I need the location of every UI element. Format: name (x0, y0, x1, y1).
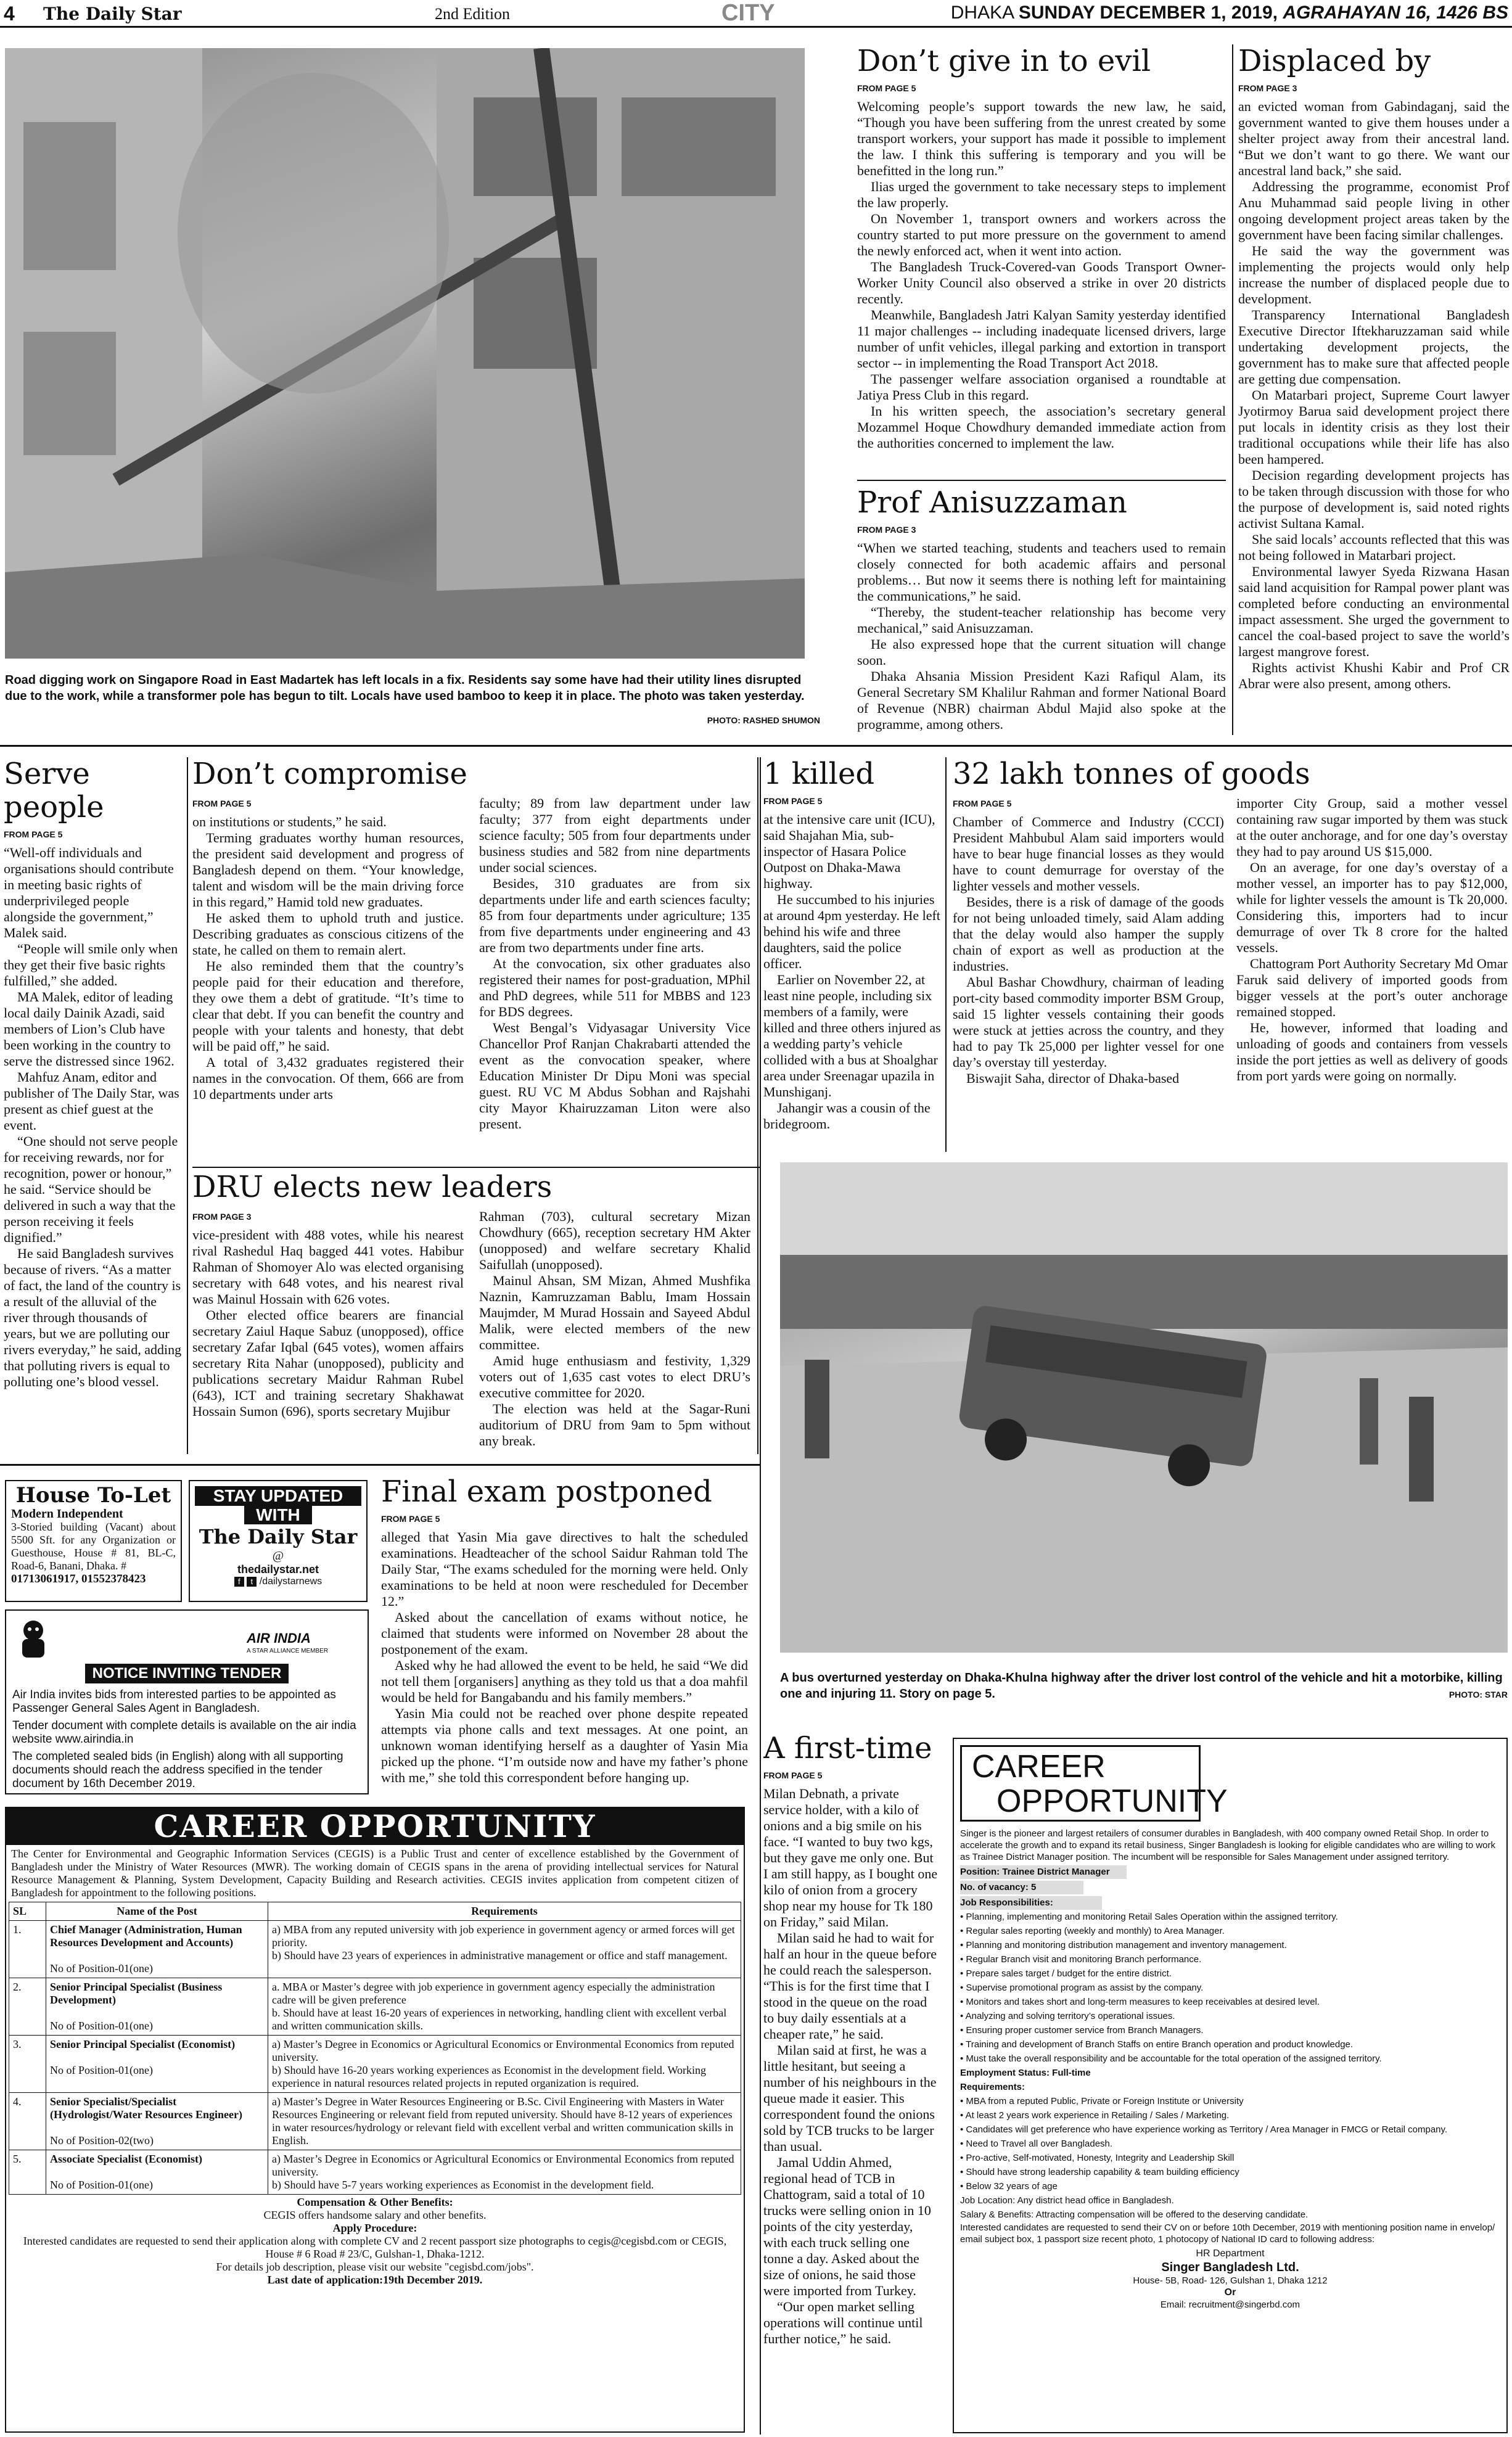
air-india-logo (12, 1614, 361, 1664)
table-header-row (9, 1902, 741, 1921)
paragraph: an evicted woman from Gabindaganj, said the government wanted to give them houses under a shelter project away from their ancestral land. “But we don’t want to go there. We want our ancestral land back,” she said. (1238, 99, 1510, 178)
column-2 (479, 1209, 750, 1460)
paragraph: Other elected office bearers are financial secretary Zaiul Haque Sabuz (unopposed), office secretary Zafar Iqbal (645 votes), women affairs secretary Rita Nahar (unopposed), publicity and publications secretary Maidur Rahman Rubel (643), ICT and training secretary Shakhawat Hossain Sumon (696), sports secretary Mujibur (192, 1307, 464, 1419)
list-item: • Prepare sales target / budget for the entire district. (960, 1966, 1500, 1981)
column-2 (479, 795, 750, 1164)
page-number: 4 (4, 2, 15, 25)
headline: 1 killed (763, 757, 875, 791)
from-page-label: FROM PAGE 3 (192, 1212, 252, 1222)
paragraph: He also expressed hope that the current situation will change soon. (857, 636, 1226, 668)
req-line: b) Should have 23 years of experiences in administrative management or office and staff management. (272, 1949, 728, 1962)
from-page-label: FROM PAGE 5 (763, 796, 823, 806)
column-2 (1236, 795, 1508, 1133)
paragraph: Rahman (703), cultural secretary Mizan Chowdhury (665), reception secretary HM Akter (unopposed) and welfare secretary Khalid Saifullah (unopposed). (479, 1209, 750, 1272)
ad-brand: The Daily Star (199, 1525, 358, 1548)
headline: Prof Anisuzzaman (857, 486, 1127, 520)
paragraph: Addressing the programme, economist Prof Anu Muhammad said people living in other ongoing development project areas taken by the government have been facing similar challenges. (1238, 179, 1510, 242)
post-count: No of Position-02(two) (50, 2134, 154, 2147)
ad-site: thedailystar.net (237, 1563, 319, 1576)
air-india-tender-ad (5, 1609, 369, 1794)
list-item: • Ensuring proper customer service from Branch Managers. (960, 2023, 1500, 2037)
list-item: • Supervise promotional program as assist by the company. (960, 1981, 1500, 1995)
cegis-career-ad (5, 1807, 745, 2433)
paragraph: Earlier on November 22, at least nine people, including six members of a family, were killed and three others injured as a wedding party’s vehicle collided with a bus at Shoalghar area under Sreenagar upazila in Munshiganj. (763, 972, 941, 1099)
paragraph: faculty; 89 from law department under law faculty; 377 from eight departments under science faculty; 505 from four departments under business studies and 582 from nine departments under social sciences. (479, 795, 750, 875)
paragraph: On an average, for one day’s overstay of a mother vessel, an importer has to pay $12,000, while for lighter vessels the amount is Tk 20,000. Considering this, importers had to incur demurrage of over Tk 8 crore for the halted vessels. (1236, 860, 1508, 955)
list-item: • MBA from a reputed Public, Private or Foreign Institute or University (960, 2094, 1500, 2108)
paragraph: Asked why he had allowed the event to be held, he said “We did not tell them [organisers] anything as they told us that a doa mahfil would be held for Bangabandu and his family members.” (381, 1658, 748, 1705)
paragraph: At the convocation, six other graduates also registered their names for post-graduation, MPhil and PhD degrees, while 511 for MBBS and 123 for BDS degrees. (479, 956, 750, 1019)
table-row (9, 2150, 741, 2195)
list-item: • Training and development of Branch Staffs on entire Branch operation and product knowledge. (960, 2037, 1500, 2052)
road-digging-photo (5, 48, 805, 659)
article-final-exam (381, 1475, 748, 1796)
resp-title: Job Responsibilities: (960, 1896, 1102, 1910)
apply-text: Interested candidates are requested to send their CV on or before 10th December, 2019 with mentioning position name in envelop/ email subject box, 1 passport size recent photo, 1 photocopy of National ID card to following address: (960, 2222, 1495, 2245)
paragraph: MA Malek, editor of leading local daily Dainik Azadi, said members of Lion’s Club have been working in the country to serve the distressed since 1962. (4, 989, 175, 1069)
headline: Final exam postponed (381, 1475, 712, 1509)
req-line: b) Should have 5-7 years working experiences as Economist in the development field. (272, 2179, 654, 2191)
ad-line2: WITH (244, 1506, 312, 1524)
photo1-caption: Road digging work on Singapore Road in East Madartek has left locals in a fix. Residents say some have had their utility lines disrupted due to the work, while a transformer pole has begun to tilt. Locals have used bamboo to keep it in place. The photo was taken yesterday. (5, 673, 805, 703)
list-item: • Must take the overall responsibility and be accountable for the total operation of the assigned territory. (960, 2052, 1500, 2066)
paragraph: “People will smile only when they get their five basic rights fulfilled,” she added. (4, 941, 178, 988)
paragraph: The election was held at the Sagar-Runi auditorium of DRU from 9am to 5pm without any break. (479, 1401, 750, 1449)
paragraph: vice-president with 488 votes, while his nearest rival Rashedul Haq bagged 441 votes. Habibur Rahman of Shomoyer Alo was elected organising secretary with 648 votes, and his nearest rival was Mainul Hossain with 626 votes. (192, 1227, 464, 1307)
paragraph: Milan said at first, he was a little hesitant, but seeing a number of his neighbours in the queue made it easier. This correspondent found the onions sold by TCB trucks to be larger than usual. (763, 2042, 937, 2154)
paragraph: Rights activist Khushi Kabir and Prof CR Abrar were also present, among others. (1238, 660, 1510, 691)
paragraph: Milan said he had to wait for half an hour in the queue before he could reach the salesperson. “This is for the first time that I stood in the queue on the road to buy daily essentials at a cheaper rate,” he said. (763, 1930, 937, 2042)
paragraph: Jamal Uddin Ahmed, regional head of TCB in Chattogram, said a total of 10 trucks were selling onion in 10 points of the city yesterday, with each truck selling one tonne a day. Asked about the size of onions, he said those were imported from Turkey. (763, 2155, 931, 2298)
post-name: Chief Manager (Administration, Human Resources Development and Accounts) (50, 1923, 242, 1949)
paragraph: Meanwhile, Bangladesh Jatri Kalyan Samity yesterday identified 11 major challenges -- including inadequate licensed drivers, large number of unfit vehicles, illegal parking and extortion in transport sector -- in implementing the Road Transport Act 2018. (857, 307, 1226, 371)
hr-dept: HR Department (1196, 2248, 1265, 2259)
list-item: • Below 32 years of age (960, 2179, 1500, 2193)
employment-status: Employment Status: Full-time (960, 2068, 1091, 2078)
paragraph: Terming graduates worthy human resources, the president said development and progress of Bangladesh depend on them. “Your knowledge, talent and wisdom will be the main driving force in this regard,” Hamid told new graduates. (192, 830, 464, 910)
list-item: • Analyzing and solving territory’s operational issues. (960, 2009, 1500, 2023)
cell-reqs (268, 2150, 741, 2195)
ad-line1: STAY UPDATED (195, 1486, 361, 1506)
post-name: Senior Specialist/Specialist (Hydrologist/Water Resources Engineer) (50, 2095, 242, 2121)
paragraph: Amid huge enthusiasm and festivity, 1,329 voters out of 1,635 cast votes to elect DRU’s executive committee for 2020. (479, 1353, 750, 1400)
ad-subtitle: Modern Independent (11, 1507, 123, 1521)
column-rule (187, 757, 188, 1454)
from-page-label: FROM PAGE 5 (192, 799, 252, 808)
paragraph: The passenger welfare association organised a roundtable at Jatiya Press Club in this regard. (857, 371, 1226, 403)
tender-p3: The completed sealed bids (in English) along with all supporting documents should reach the address specified in the tender document by 16th December 2019. (12, 1750, 343, 1790)
paragraph: Asked about the cancellation of exams without notice, he claimed that students were informed on November 28 about the postponement of the exam. (381, 1609, 748, 1657)
apply-title: Apply Procedure: (332, 2222, 417, 2234)
paragraph: Dhaka Ahsania Mission President Kazi Rafiqul Alam, its General Secretary SM Khalilur Rahman and former National Board of Revenue (NBR) chairman Abdul Majid also spoke at the programme, among others. (857, 668, 1226, 732)
paragraph: A total of 3,432 graduates registered their names in the convocation. Of them, 666 are from 10 departments under arts (192, 1054, 464, 1102)
paragraph: importer City Group, said a mother vessel containing raw sugar imported by them was stuck at the outer anchorage, and for one day’s overstay they had to pay around US $15,000. (1236, 795, 1508, 859)
apply-text: Interested candidates are requested to send their application along with complete CV and 2 recent passport size photographs to cegis@cegisbd.com or CEGIS, House # 6 Road # 23/C, Gulshan-1, Dhaka-1212. (23, 2235, 727, 2260)
headline: Don’t give in to evil (857, 44, 1151, 78)
headline: 32 lakh tonnes of goods (953, 757, 1310, 791)
req-line: a) Master’s Degree in Water Resources Engineering or B.Sc. Civil Engineering with Masters in Water Resources Engineering or relevant field from reputed university. Should have 8-12 years of experiences in water resources/hydrology or relevant field with excellent verbal and written communication skills in English. (272, 2095, 734, 2147)
social-handle: /dailystarnews (259, 1576, 323, 1587)
col-post: Name of the Post (46, 1902, 268, 1921)
edition-label: 2nd Edition (435, 5, 511, 23)
ad-body: 3-Storied building (Vacant) about 5500 Sft. for any Organization or Guesthouse, House # 81, BL-C, Road-6, Banani, Dhaka. # (11, 1521, 176, 1572)
paragraph: Decision regarding development projects has to be taken through discussion with those for who the purpose of development is, said noted rights activist Sultana Kamal. (1238, 467, 1510, 531)
company-name: Singer Bangladesh Ltd. (1161, 2261, 1299, 2274)
masthead-rule (0, 26, 1512, 28)
paragraph: “When we started teaching, students and teachers used to remain closely connected for both academic affairs and personal problems… But now it seems there is nothing left for maintaining the communications,” he said. (857, 540, 1226, 604)
headline: DRU elects new leaders (192, 1170, 553, 1204)
list-item: • Should have strong leadership capability & team building efficiency (960, 2165, 1500, 2179)
paragraph: Mahfuz Anam, editor and publisher of The Daily Star, was present as chief guest at the event. (4, 1069, 179, 1133)
paragraph: Yasin Mia could not be reached over phone despite repeated attempts via phone calls and text messages. At one point, an unknown woman identifying herself as a daughter of Yasin Mia picked up the phone. “I’m outside now and have my father’s phone with me,” she told this correspondent before hanging up. (381, 1706, 748, 1785)
paragraph: He said Bangladesh survives because of rivers. “As a matter of fact, the land of the country is a result of the alluvial of the river through thousands of years, but we are polluting our rivers everyday,” he said, adding that polluting rivers is equal to polluting one’s blood vessel. (4, 1246, 182, 1389)
horizontal-rule (0, 745, 1512, 747)
from-page-label: FROM PAGE 3 (1238, 83, 1297, 93)
cell-post (46, 1921, 268, 1978)
ad-social (195, 1576, 361, 1587)
positions-table (9, 1902, 741, 2195)
cell-sl: 5. (9, 2150, 46, 2195)
masthead (0, 0, 1512, 28)
table-row (9, 1978, 741, 2036)
photo1-credit: PHOTO: RASHED SHUMON (707, 715, 820, 725)
table-row (9, 1921, 741, 1978)
stay-updated-ad (189, 1480, 368, 1602)
tender-p1: Air India invites bids from interested parties to be appointed as Passenger General Sales Agent in Bangladesh. (12, 1688, 336, 1715)
list-item: • At least 2 years work experience in Retailing / Sales / Marketing. (960, 2108, 1500, 2123)
paragraph: She said locals’ accounts reflected that this was not being followed in Matarbari project. (1238, 532, 1510, 563)
email: Email: recruitment@singerbd.com (1160, 2299, 1300, 2310)
list-item: • Regular Branch visit and monitoring Branch performance. (960, 1952, 1500, 1966)
from-page-label: FROM PAGE 5 (953, 799, 1012, 808)
ad-intro: The Center for Environmental and Geographic Information Services (CEGIS) is a Public Trust and center of excellence established by the Government of Bangladesh under the Ministry of Water Resources (MWR). The working domain of CEGIS spans in the arena of providing intellectual services for Natural Resource Management & Planning, System Development, Capacity Building and Research activities. CEGIS invites application from competent citizen of Bangladesh for appointment to the following positions. (11, 1847, 739, 1899)
article-32-lakh-tonnes (953, 757, 1511, 1133)
tender-title: NOTICE INVITING TENDER (85, 1664, 289, 1683)
comp-text: CEGIS offers handsome salary and other benefits. (263, 2209, 487, 2221)
job-location: Job Location: Any district head office in Bangladesh. (960, 2195, 1174, 2206)
horizontal-rule (0, 1464, 760, 1466)
headline: Displaced by (1238, 44, 1431, 78)
table-row (9, 2093, 741, 2150)
col-requirements: Requirements (268, 1902, 741, 1921)
bus-overturned-photo (780, 1162, 1508, 1653)
column-rule (1232, 44, 1233, 735)
req-line: a) Master’s Degree in Economics or Agricultural Economics or Environmental Economics from reputed university. (272, 2153, 734, 2178)
ad-title-box (960, 1745, 1228, 1822)
article-dont-give-in (857, 44, 1226, 513)
ad-title-line2: OPPORTUNITY (996, 1783, 1228, 1819)
paper-name: The Daily Star (43, 4, 182, 24)
req-line: b) Should have 16-20 years working experiences as Economist in the development field. Working experience in natural resources related projects in reputed organization is required. (272, 2064, 707, 2089)
cell-reqs (268, 2036, 741, 2093)
ad-intro: Singer is the pioneer and largest retailers of consumer durables in Bangladesh, with 400 company owned Retail Shop. In order to accelerate the growth and to expand its retail business, Singer Bangladesh is looking for eligible candidates who are willing to work as Trainee District Manager position. The incumbent will be responsible for Sales Management under assigned territory. (960, 1828, 1496, 1862)
col-sl: SL (9, 1902, 46, 1921)
photo2-credit: PHOTO: STAR (1448, 1690, 1508, 1699)
ad-footer (6, 2195, 744, 2288)
column-rule (760, 757, 761, 2435)
paragraph: alleged that Yasin Mia gave directives to halt the scheduled examinations. Headteacher of the school Saidur Rahman told The Daily Star, “The exams scheduled for the morning were held. Only examinations to be held at noon were rescheduled for December 12.” (381, 1529, 748, 1609)
paragraph: Welcoming people’s support towards the new law, he said, “Though you have been suffering from the unrest created by some transport workers, your support has made it possible to implement the law. I think this suffering is temporary and you will be benefitted in the long run.” (857, 99, 1226, 178)
post-count: No of Position-01(one) (50, 2064, 153, 2076)
paragraph: The Bangladesh Truck-Covered-van Goods Transport Owner-Worker Unity Council also observed a strike in over 20 districts recently. (857, 259, 1226, 306)
article-displaced-by (1238, 44, 1510, 735)
list-item: • Planning, implementing and monitoring Retail Sales Operation within the assigned territory. (960, 1910, 1500, 1924)
dateline (951, 2, 1508, 23)
paragraph: “Thereby, the student-teacher relationship has become very mechanical,” said Anisuzzaman. (857, 604, 1226, 636)
air-india-wordmark: AIR INDIA (247, 1630, 311, 1646)
post-name: Senior Principal Specialist (Business Development) (50, 1981, 223, 2006)
facebook-icon: f (234, 1577, 244, 1587)
column-1 (192, 1209, 464, 1460)
post-name: Associate Specialist (Economist) (50, 2153, 202, 2165)
paragraph: Besides, 310 graduates are from six departments under life and earth sciences faculty; 85 from four departments under agriculture; 135 from five departments under engineering and 43 are from two departments under fine arts. (479, 876, 750, 955)
company-address: House- 5B, Road- 126, Gulshan 1, Dhaka 1212 (1133, 2275, 1328, 2286)
table-row (9, 2036, 741, 2093)
section-name: CITY (721, 0, 775, 26)
req-line: a) MBA from any reputed university with job experience in government agency or armed forces will get priority. (272, 1923, 735, 1949)
article-first-time (763, 1732, 939, 2435)
column-1 (953, 795, 1224, 1133)
dateline-city: DHAKA (950, 2, 1014, 23)
post-count: No of Position-01(one) (50, 2020, 153, 2032)
req-line: a) Master’s Degree in Economics or Agricultural Economics or Environmental Economics from reputed university. (272, 2038, 734, 2063)
requirement-list (960, 2094, 1500, 2193)
post-name: Senior Principal Specialist (Economist) (50, 2038, 236, 2050)
paragraph: “Our open market selling operations will continue until further notice,” he said. (763, 2299, 923, 2346)
tender-p2: Tender document with complete details is available on the air india website www.airindia.in (12, 1719, 356, 1746)
twitter-icon: t (247, 1577, 257, 1587)
article-serve-people (4, 757, 183, 1454)
list-item: • Planning and monitoring distribution management and inventory management. (960, 1938, 1500, 1952)
article-dont-compromise (192, 757, 769, 1164)
cell-sl: 2. (9, 1978, 46, 2036)
paragraph: In his written speech, the association’s secretary general Mozammel Hoque Chowdhury demanded immediate action from the authorities concerned to implement the law. (857, 403, 1226, 451)
ad-title: CAREER OPPORTUNITY (6, 1808, 744, 1845)
list-item: • Candidates will get preference who have experience working as Territory / Area Manager in FMCG or Retail company. (960, 2123, 1500, 2137)
cell-post (46, 2036, 268, 2093)
dateline-bangla: AGRAHAYAN 16, 1426 BS (1283, 2, 1508, 23)
cell-post (46, 2150, 268, 2195)
list-item: • Regular sales reporting (weekly and monthly) to Area Manager. (960, 1924, 1500, 1938)
cell-sl: 4. (9, 2093, 46, 2150)
req-line: b. Should have at least 16-20 years of experiences in networking, handling client with excellent verbal and written communication skills. (272, 2007, 727, 2032)
paragraph: on institutions or students,” he said. (192, 814, 387, 829)
headline: A first-time (763, 1732, 932, 1765)
headline: Serve people (4, 757, 104, 824)
contact-block (960, 2248, 1500, 2311)
paragraph: Abul Bashar Chowdhury, chairman of leading port-city based commodity importer BSM Group, said 15 lighter vessels containing their goods were stuck at jetties across the country, and they had to pay Tk 25,000 per lighter vessel for one day’s overstay till yesterday. (953, 974, 1224, 1070)
maharaja-icon (15, 1617, 52, 1660)
paragraph: Mainul Ahsan, SM Mizan, Ahmed Mushfika Naznin, Kamruzzaman Bablu, Imam Hossain Maujmder, M Murad Hossain and Sayeed Abdul Malik, were elected members of the new committee. (479, 1273, 750, 1352)
from-page-label: FROM PAGE 5 (4, 829, 63, 839)
article-dru-elects (192, 1170, 769, 1460)
paragraph: “One should not serve people for receiving rewards, nor for recognition, power or honour,” he said. “Service should be delivered in such a way that the person receiving it feels dignified.” (4, 1133, 178, 1245)
vacancy-label: No. of vacancy: 5 (960, 1881, 1083, 1894)
deadline-text: Last date of application:19th December 2019. (267, 2274, 483, 2286)
cell-reqs (268, 1978, 741, 2036)
paragraph: Besides, there is a risk of damage of the goods for not being unloaded timely, said Alam adding that the delay would also hamper the supply chain of export as well as production at the industries. (953, 894, 1224, 974)
paragraph: He said the way the government was implementing the projects would only help increase the number of displaced people due to development. (1238, 243, 1510, 306)
ad-title-line1: CAREER (972, 1749, 1106, 1785)
column-1 (192, 795, 464, 1164)
article-one-killed (763, 757, 942, 1152)
paragraph: He asked them to uphold truth and justice. Describing graduates as conscious citizens of the state, he called on them to remain alert. (192, 910, 464, 958)
divider (857, 480, 1226, 481)
cell-sl: 3. (9, 2036, 46, 2093)
responsibility-list (960, 1910, 1500, 2066)
paragraph: He, however, informed that loading and unloading of goods and containers from vessels inside the port jetties as well as delivery of goods from port yards were going on normally. (1236, 1020, 1508, 1083)
paragraph: On Matarbari project, Supreme Court lawyer Jyotirmoy Barua said development project there put locals in identity crisis as they lost their traditional occupations while their life has also been hampered. (1238, 387, 1510, 467)
singer-career-ad (953, 1738, 1508, 2433)
position-label: Position: Trainee District Manager (960, 1865, 1127, 1879)
list-item: • Monitors and takes short and long-term measures to keep receivables at desired level. (960, 1995, 1500, 2009)
column-rule (757, 757, 758, 1454)
column-rule (945, 757, 947, 1152)
paragraph: Biswajit Saha, director of Dhaka-based (966, 1071, 1180, 1086)
paragraph: Environmental lawyer Syeda Rizwana Hasan said land acquisition for Rampal power plant was completed before conducting an environmental impact assessment. She urged the government to cancel the coal-based project to save the world’s largest mangrove forest. (1238, 564, 1510, 659)
article-prof-anisuzzaman (857, 486, 1226, 733)
paragraph: Transparency International Bangladesh Executive Director Iftekharuzzaman said while undertaking development projects, the government has to make sure that affected people are getting due compensation. (1238, 307, 1510, 387)
comp-title: Compensation & Other Benefits: (297, 2196, 453, 2208)
from-page-label: FROM PAGE 5 (763, 1770, 823, 1780)
req-line: a. MBA or Master’s degree with job experience in government agency especially the administration cadre will be given preference (272, 1981, 715, 2006)
paragraph: Chamber of Commerce and Industry (CCCI) President Mahbubul Alam said importers would have to bear huge financial losses as they would have to count demurrage for overstay of the lighter vessels and mother vessels. (953, 814, 1224, 894)
post-count: No of Position-01(one) (50, 2179, 153, 2191)
paragraph: at the intensive care unit (ICU), said Shajahan Mia, sub-inspector of Hasara Police Outpost on Dhaka-Mawa highway. (763, 812, 935, 891)
paragraph: “Well-off individuals and organisations should contribute in meeting basic rights of underprivileged people alongside the government,” Malek said. (4, 845, 174, 940)
post-count: No of Position-01(one) (50, 1962, 153, 1975)
salary: Salary & Benefits: Attracting compensation will be offered to the deserving candidate. (960, 2209, 1309, 2220)
ad-phones: 01713061917, 01552378423 (11, 1572, 146, 1585)
cell-reqs (268, 2093, 741, 2150)
list-item: • Need to Travel all over Bangladesh. (960, 2137, 1500, 2151)
from-page-label: FROM PAGE 5 (857, 83, 916, 93)
paragraph: He also reminded them that the country’s people paid for their education and therefore, they owe them a debt of gratitude. “It’s time to clear that debt. If you can benefit the country and people with your talents and honesty, that debt will be paid off,” he said. (192, 958, 464, 1054)
photo2-caption: A bus overturned yesterday on Dhaka-Khulna highway after the driver lost control of the vehicle and hit a motorbike, killing one and injuring 11. Story on page 5. (780, 1671, 1503, 1701)
cell-reqs (268, 1921, 741, 1978)
paragraph: He succumbed to his injuries at around 4pm yesterday. He left behind his wife and three daughters, said the police officer. (763, 892, 940, 971)
paragraph: Ilias urged the government to take necessary steps to implement the law properly. (857, 179, 1226, 210)
paragraph: Milan Debnath, a private service holder, with a kilo of onions and a big smile on his face. “I wanted to buy two kgs, but they gave me only one. But I am still happy, as I bought one kilo of onion from a grocery shop near my house for Tk 180 on Friday,” said Milan. (763, 1786, 938, 1929)
house-to-let-ad (5, 1480, 182, 1602)
paragraph: Jahangir was a cousin of the bridegroom. (763, 1100, 931, 1132)
from-page-label: FROM PAGE 5 (381, 1514, 440, 1524)
paragraph: West Bengal’s Vidyasagar University Vice Chancellor Prof Ranjan Chakrabarti attended the event as the convocation speaker, where Education Minister Dr Dipu Moni was special guest. RU VC M Abdus Sobhan and Rajshahi city Mayor Khairuzzaman Liton were also present. (479, 1020, 750, 1132)
req-title: Requirements: (960, 2082, 1025, 2092)
cell-post (46, 2093, 268, 2150)
details-text: For details job description, please visit our website "cegisbd.com/jobs". (216, 2261, 534, 2273)
divider (192, 1167, 760, 1168)
from-page-label: FROM PAGE 3 (857, 525, 916, 535)
cell-sl: 1. (9, 1921, 46, 1978)
or-label: Or (1224, 2287, 1236, 2298)
dateline-day: SUNDAY DECEMBER 1, 2019, (1018, 2, 1278, 23)
list-item: • Pro-active, Self-motivated, Honesty, Integrity and Leadership Skill (960, 2151, 1500, 2165)
ad-at: @ (272, 1549, 284, 1563)
paragraph: On November 1, transport owners and workers across the country started to put more pressure on the government to amend the newly enforced act, when it went into action. (857, 211, 1226, 258)
paragraph: Chattogram Port Authority Secretary Md Omar Faruk said delivery of imported goods from bigger vessels at the port’s outer anchorage remained stopped. (1236, 956, 1508, 1019)
ad-title: House To-Let (15, 1483, 171, 1508)
headline: Don’t compromise (192, 757, 467, 791)
cell-post (46, 1978, 268, 2036)
alliance-label: A STAR ALLIANCE MEMBER (247, 1648, 329, 1654)
